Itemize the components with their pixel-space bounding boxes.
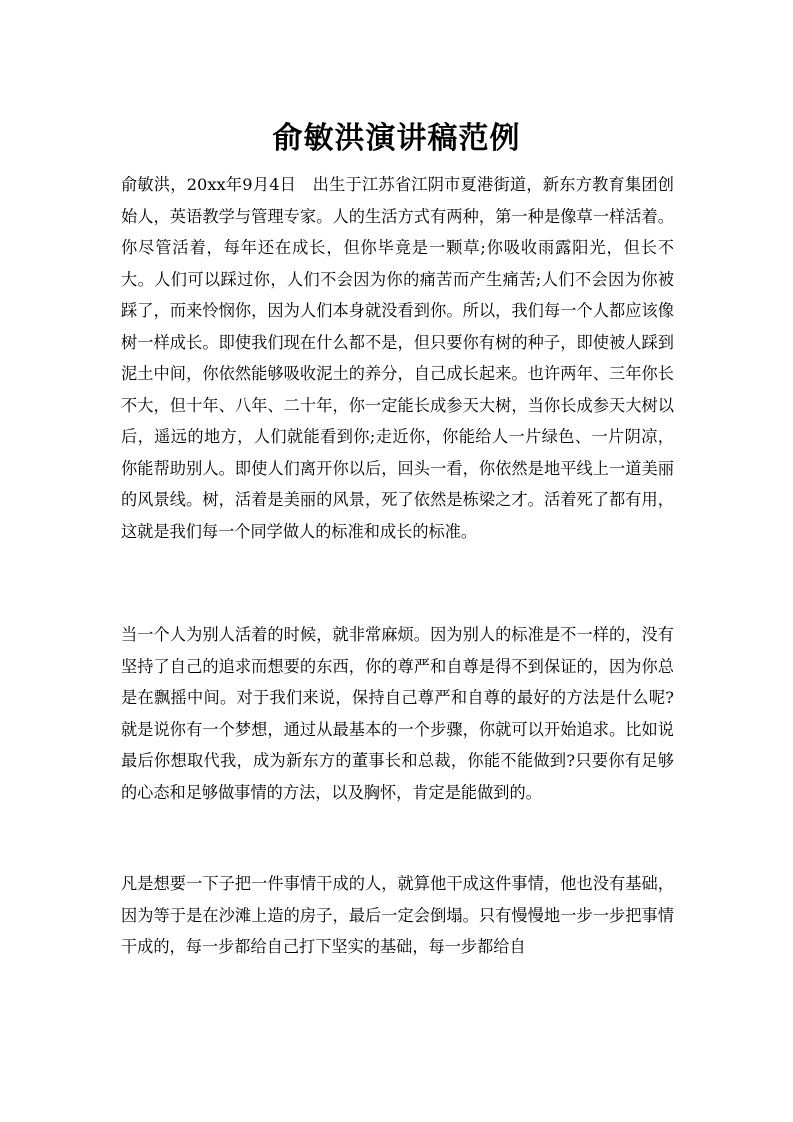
document-title: 俞敏洪演讲稿范例	[272, 121, 521, 157]
body-paragraph-3: 凡是想要一下子把一件事情干成的人，就算他干成这件事情，他也没有基础，因为等于是在沙滩上造的房子，最后一定会倒塌。只有慢慢地一步一步把事情干成的，每一步都给自己打下坚实的基础，每一步都给自	[121, 874, 674, 956]
body-paragraph-2: 当一个人为别人活着的时候，就非常麻烦。因为别人的标准是不一样的，没有坚持了自己的追求而想要的东西，你的尊严和自尊是得不到保证的，因为你总是在飘摇中间。对于我们来说，保持自己尊严和自尊的最好的方法是什么呢?就是说你有一个梦想，通过从最基本的一个步骤，你就可以开始追求。比如说最后你想取代我，成为新东方的董事长和总裁，你能不能做到?只要你有足够的心态和足够做事情的方法，以及胸怀，肯定是能做到的。	[121, 625, 674, 802]
body-paragraph-1: 俞敏洪，20xx年9月4日 出生于江苏省江阴市夏港街道，新东方教育集团创始人，英语教学与管理专家。人的生活方式有两种，第一种是像草一样活着。你尽管活着，每年还在成长，但你毕竟是一颗草;你吸收雨露阳光，但长不大。人们可以踩过你，人们不会因为你的痛苦而产生痛苦;人们不会因为你被踩了，而来怜悯你，因为人们本身就没看到你。所以，我们每一个人都应该像树一样成长。即使我们现在什么都不是，但只要你有树的种子，即使被人踩到泥土中间，你依然能够吸收泥土的养分，自己成长起来。也许两年、三年你长不大，但十年、八年、二十年，你一定能长成参天大树，当你长成参天大树以后，遥远的地方，人们就能看到你;走近你，你能给人一片绿色、一片阴凉，你能帮助别人。即使人们离开你以后，回头一看，你依然是地平线上一道美丽的风景线。树，活着是美丽的风景，死了依然是栋梁之才。活着死了都有用，这就是我们每一个同学做人的标准和成长的标准。	[121, 175, 674, 541]
